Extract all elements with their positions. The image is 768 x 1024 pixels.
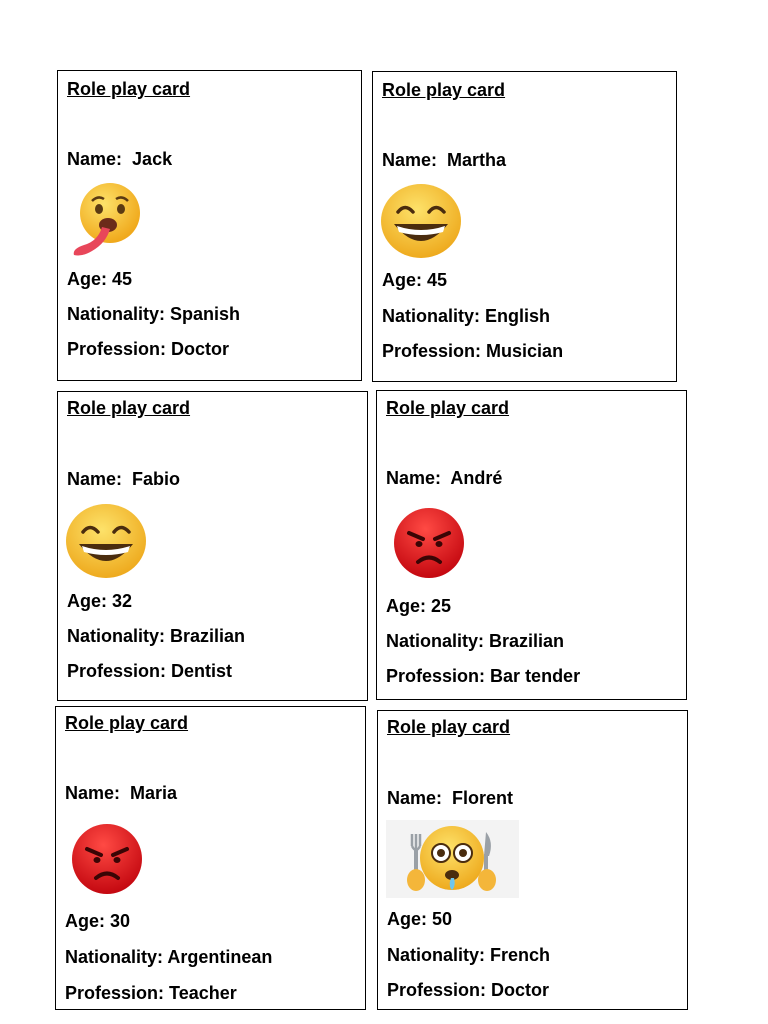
nationality-line: Nationality: Brazilian [67,626,246,646]
name-value: Martha [447,150,507,170]
angry-red-face-icon [392,507,466,581]
profession-value: Bar tender [490,666,581,686]
name-line: Name: Jack [67,149,173,169]
name-line: Name: Fabio [67,469,181,489]
nationality-line: Nationality: French [387,945,551,965]
age-value: 30 [110,911,131,931]
nationality-value: Brazilian [489,631,565,651]
profession-value: Musician [486,341,564,361]
profession-value: Teacher [169,983,237,1003]
card-title: Role play card [387,717,511,737]
nationality-value: French [490,945,551,965]
name-line: Name: André [386,468,503,488]
profession-line: Profession: Doctor [67,339,230,359]
nationality-line: Nationality: English [382,306,551,326]
age-value: 45 [112,269,133,289]
card-title: Role play card [67,398,191,418]
name-value: Jack [132,149,173,169]
age-line: Age: 32 [67,591,133,611]
angry-red-face-icon [70,823,144,897]
age-value: 32 [112,591,133,611]
card-title: Role play card [65,713,189,733]
name-value: André [450,468,503,488]
role-play-card-martha [372,71,677,382]
age-line: Age: 50 [387,909,453,929]
role-play-card-andre [376,390,687,700]
profession-line: Profession: Teacher [65,983,237,1003]
grinning-face-icon [380,182,462,260]
nationality-value: English [485,306,551,326]
age-value: 50 [432,909,453,929]
age-line: Age: 45 [382,270,448,290]
age-line: Age: 30 [65,911,131,931]
profession-line: Profession: Doctor [387,980,550,1000]
drooling-tongue-face-icon [68,181,144,257]
nationality-value: Spanish [170,304,241,324]
nationality-line: Nationality: Spanish [67,304,241,324]
nationality-value: Argentinean [167,947,273,967]
age-line: Age: 25 [386,596,452,616]
name-line: Name: Maria [65,783,178,803]
profession-value: Doctor [491,980,550,1000]
age-value: 45 [427,270,448,290]
nationality-line: Nationality: Brazilian [386,631,565,651]
nationality-value: Brazilian [170,626,246,646]
profession-line: Profession: Dentist [67,661,233,681]
role-play-card-jack [57,70,362,381]
card-title: Role play card [386,398,510,418]
profession-value: Doctor [171,339,230,359]
nationality-line: Nationality: Argentinean [65,947,273,967]
name-line: Name: Martha [382,150,507,170]
profession-line: Profession: Musician [382,341,564,361]
profession-value: Dentist [171,661,233,681]
card-title: Role play card [382,80,506,100]
role-play-card-fabio [57,391,368,701]
profession-line: Profession: Bar tender [386,666,581,686]
age-value: 25 [431,596,452,616]
hungry-face-fork-knife-icon [386,820,519,898]
card-title: Role play card [67,79,191,99]
name-value: Florent [452,788,514,808]
role-play-card-florent [377,710,688,1010]
name-line: Name: Florent [387,788,514,808]
name-value: Maria [130,783,178,803]
name-value: Fabio [132,469,181,489]
role-play-card-maria [55,706,366,1010]
grinning-face-icon [65,502,147,580]
age-line: Age: 45 [67,269,133,289]
